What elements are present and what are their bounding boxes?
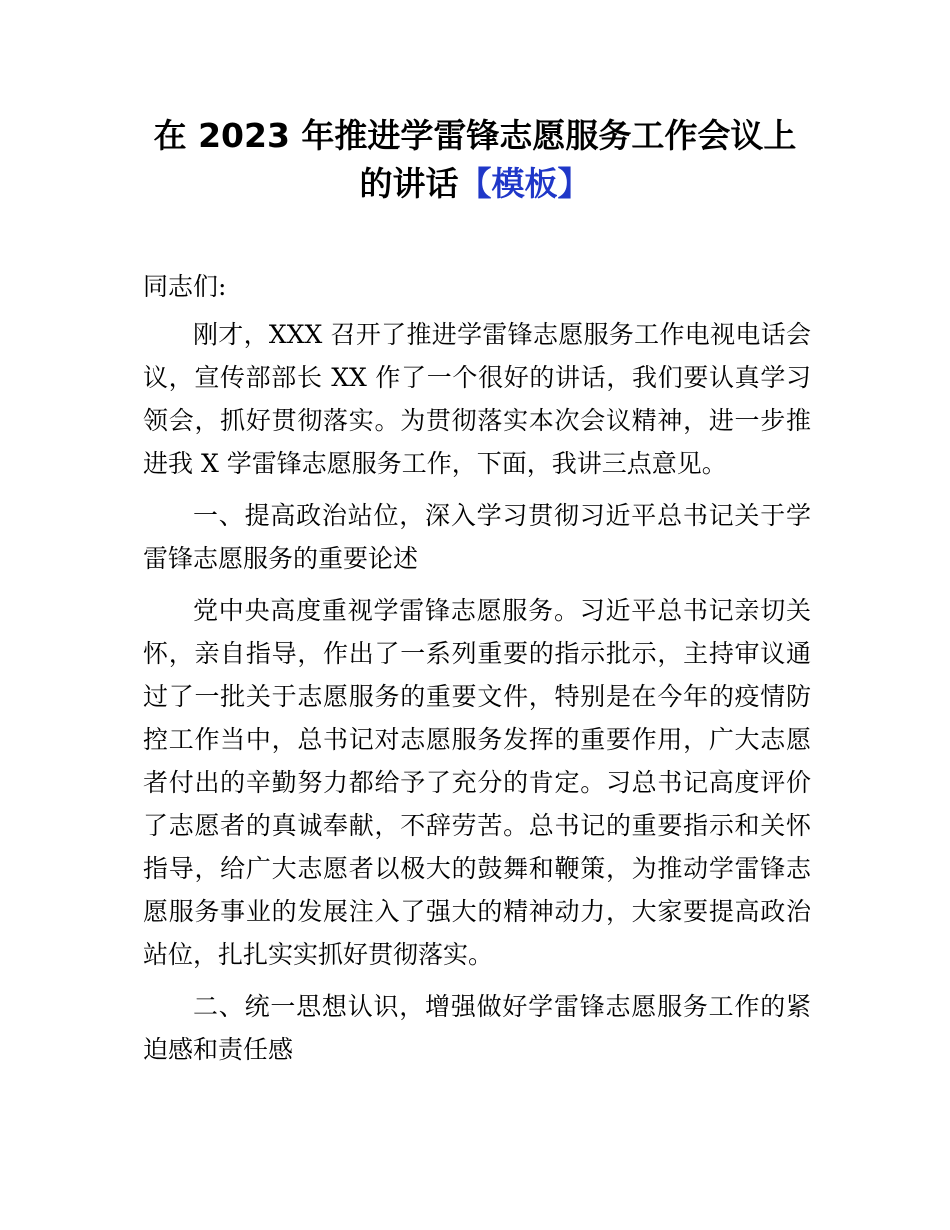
title-line-2 bbox=[140, 160, 810, 208]
template-tag: 【模板】 bbox=[458, 164, 591, 203]
section-heading-2: 二、统一思想认识，增强做好学雷锋志愿服务工作的紧迫感和责任感 bbox=[143, 992, 811, 1064]
salutation: 同志们: bbox=[143, 272, 227, 301]
paragraph-opening: 刚才，XXX 召开了推进学雷锋志愿服务工作电视电话会议，宣传部部长 XX 作了一个很好的讲话，我们要认真学习领会，抓好贯彻落实。为贯彻落实本次会议精神，进一步推进我 X 学雷锋志愿服务工作，下面，我讲三点意见。 bbox=[143, 320, 811, 478]
section-heading-1: 一、提高政治站位，深入学习贯彻习近平总书记关于学雷锋志愿服务的重要论述 bbox=[143, 501, 811, 573]
title-line-1: 在 2023 年推进学雷锋志愿服务工作会议上 bbox=[153, 116, 797, 155]
document-body bbox=[143, 265, 811, 1080]
title-line-2-text: 的讲话 bbox=[359, 164, 459, 203]
paragraph-section-1: 党中央高度重视学雷锋志愿服务。习近平总书记亲切关怀，亲自指导，作出了一系列重要的指示批示，主持审议通过了一批关于志愿服务的重要文件，特别是在今年的疫情防控工作当中，总书记对志愿服务发挥的重要作用，广大志愿者付出的辛勤努力都给予了充分的肯定。习总书记高度评价了志愿者的真诚奉献，不辞劳苦。总书记的重要指示和关怀指导，给广大志愿者以极大的鼓舞和鞭策，为推动学雷锋志愿服务事业的发展注入了强大的精神动力，大家要提高政治站位，扎扎实实抓好贯彻落实。 bbox=[143, 596, 811, 969]
document-title bbox=[140, 112, 810, 208]
